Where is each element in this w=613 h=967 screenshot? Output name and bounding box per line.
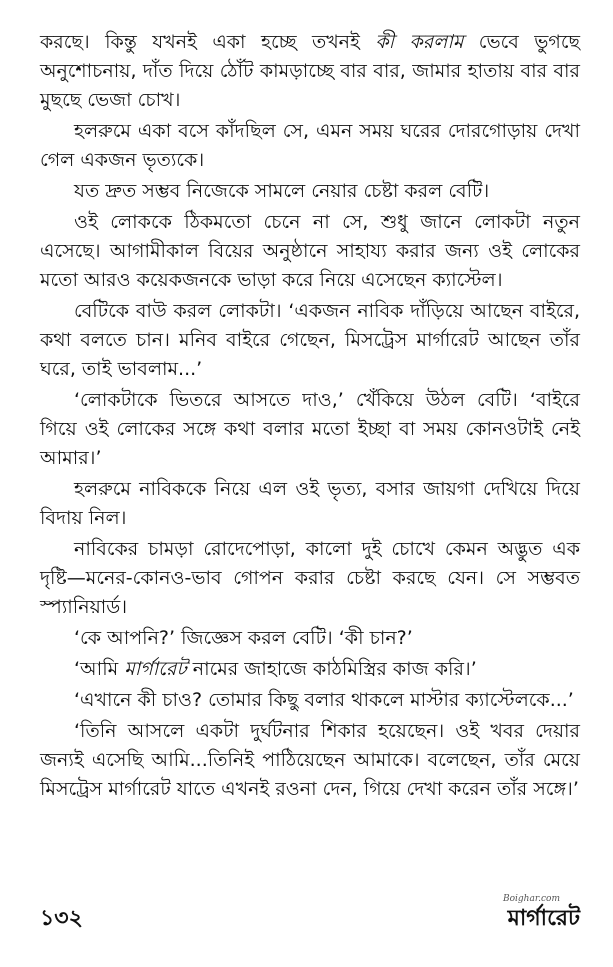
paragraph-1-text-end: ভেবে ভুগছে অনুশোচনায়, দাঁত দিয়ে ঠোঁট কামড়াচ্ছে বার বার, জামার হাতায় বার বার মুছছে ভেজা চোখ। bbox=[40, 31, 580, 111]
paragraph-12: ‘তিনি আসলে একটা দুর্ঘটনার শিকার হয়েছেন। ওই খবর দেয়ার জন্যই এসেছি আমি...তিনিই পাঠিয়েছেন আমাকে। বলেছেন, তাঁর মেয়ে মিসট্রেস মার্গারেট যাতে এখনই রওনা দেন, গিয়ে দেখা করেন তাঁর সঙ্গে।’ bbox=[40, 720, 580, 800]
paragraph-7: হলরুমে নাবিককে নিয়ে এল ওই ভৃত্য, বসার জায়গা দেখিয়ে দিয়ে বিদায় নিল। bbox=[40, 478, 580, 529]
paragraph-8: নাবিকের চামড়া রোদেপোড়া, কালো দুই চোখে কেমন অদ্ভুত এক দৃষ্টি—মনের-কোনও-ভাব গোপন করার চেষ্টা করছে যেন। সে সম্ভবত স্প্যানিয়ার্ড। bbox=[40, 538, 580, 618]
paragraph-5: বেটিকে বাউ করল লোকটা। ‘একজন নাবিক দাঁড়িয়ে আছেন বাইরে, কথা বলতে চান। মনিব বাইরে গেছেন, মিসট্রেস মার্গারেট আছেন তাঁর ঘরে, তাই ভাবলাম...’ bbox=[40, 300, 580, 380]
page-number: ১৩২ bbox=[40, 906, 83, 931]
paragraph-10-emphasis: মার্গারেট bbox=[124, 658, 187, 680]
paragraph-4: ওই লোককে ঠিকমতো চেনে না সে, শুধু জানে লোকটা নতুন এসেছে। আগামীকাল বিয়ের অনুষ্ঠানে সাহায্য করার জন্য ওই লোকের মতো আরও কয়েকজনকে ভাড়া করে নিয়ে এসেছেন ক্যাস্টেল। bbox=[40, 211, 580, 291]
page-body bbox=[40, 28, 580, 804]
watermark: Boighar.com bbox=[502, 894, 560, 904]
page-footer bbox=[40, 894, 580, 940]
paragraph-9: ‘কে আপনি?’ জিজ্ঞেস করল বেটি। ‘কী চান?’ bbox=[74, 627, 413, 649]
paragraph-1-emphasis: কী করলাম bbox=[375, 31, 464, 53]
paragraph-10-text-end: নামের জাহাজে কাঠমিস্ত্রির কাজ করি।’ bbox=[186, 658, 477, 680]
running-title: মার্গারেট bbox=[507, 906, 580, 931]
paragraph-3: যত দ্রুত সম্ভব নিজেকে সামলে নেয়ার চেষ্টা করল বেটি। bbox=[74, 180, 490, 202]
paragraph-2: হলরুমে একা বসে কাঁদছিল সে, এমন সময় ঘরের দোরগোড়ায় দেখা গেল একজন ভৃত্যকে। bbox=[40, 120, 580, 171]
paragraph-10 bbox=[40, 655, 580, 684]
paragraph-1 bbox=[40, 28, 580, 115]
paragraph-10-text-start: ‘আমি bbox=[74, 658, 125, 680]
paragraph-11: ‘এখানে কী চাও? তোমার কিছু বলার থাকলে মাস্টার ক্যাস্টেলকে...’ bbox=[74, 689, 574, 711]
paragraph-1-text-start: করছে। কিন্তু যখনই একা হচ্ছে তখনই bbox=[40, 31, 376, 53]
paragraph-6: ‘লোকটাকে ভিতরে আসতে দাও,’ খেঁকিয়ে উঠল বেটি। ‘বাইরে গিয়ে ওই লোকের সঙ্গে কথা বলার মতো ইচ্ছা বা সময় কোনওটাই নেই আমার।’ bbox=[40, 389, 580, 469]
